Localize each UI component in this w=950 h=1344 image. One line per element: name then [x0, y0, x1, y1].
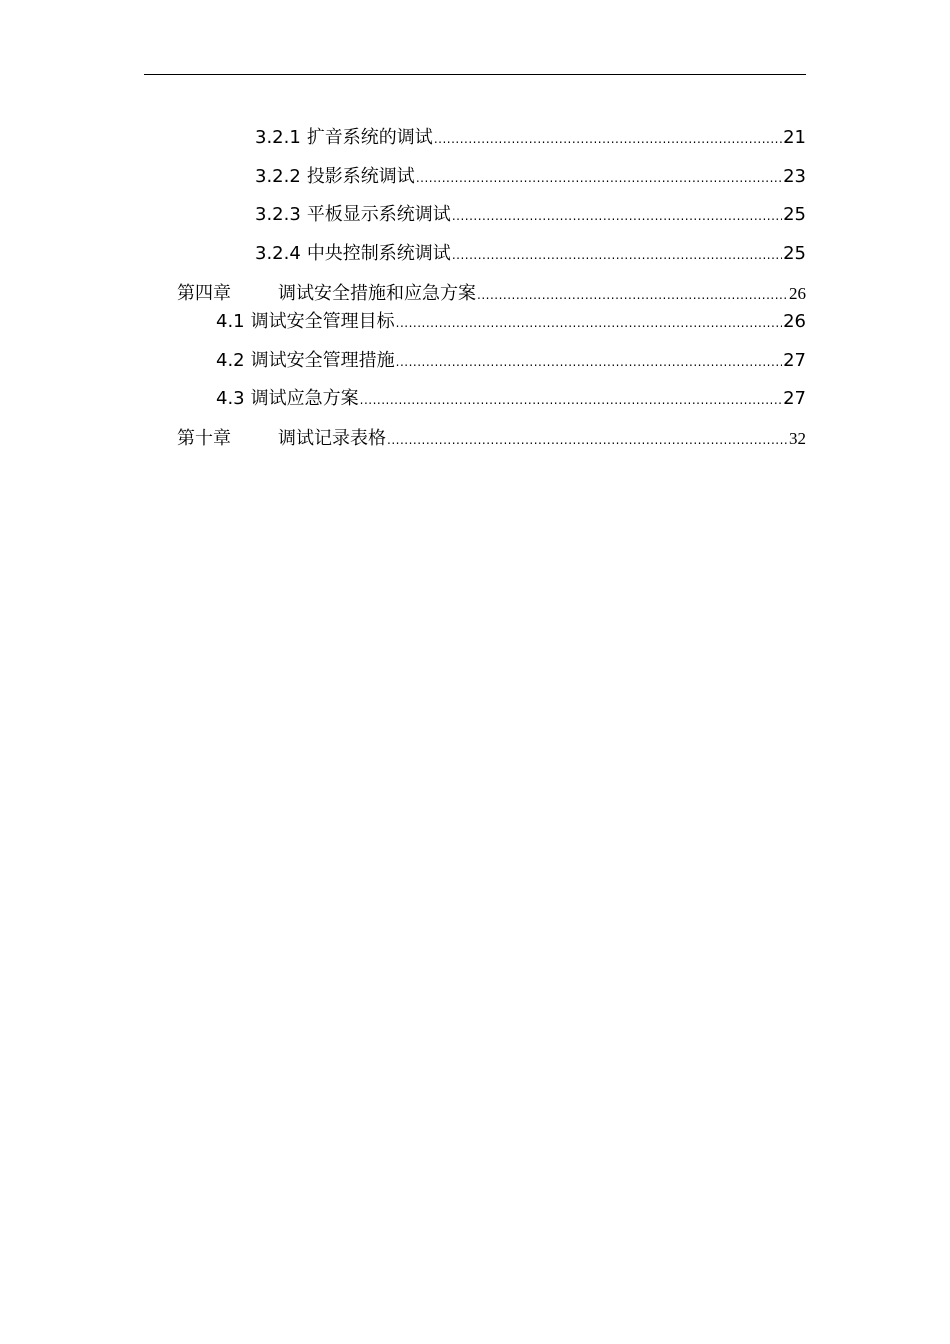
toc-entry-number: 4.2: [216, 350, 245, 371]
toc-entry-page: 26: [789, 284, 806, 303]
toc-entry-3-2-4[interactable]: [255, 241, 806, 267]
toc-entry-number: 第十章: [177, 428, 231, 449]
toc-entry-page: 23: [783, 166, 806, 187]
toc-entry-title: 扩音系统的调试: [306, 127, 433, 148]
toc-entry-3-2-3[interactable]: [255, 202, 806, 228]
toc-entry-page: 25: [783, 243, 806, 264]
toc-dot-leader: [477, 282, 788, 308]
toc-dot-leader: [416, 165, 782, 191]
toc-dot-leader: [360, 387, 782, 413]
toc-entry-number: 4.3: [216, 388, 245, 409]
toc-entry-number: 4.1: [216, 311, 245, 332]
toc-entry-page: 27: [783, 388, 806, 409]
toc-entry-4-3[interactable]: [216, 386, 806, 412]
toc-entry-title: 调试安全管理目标: [250, 311, 395, 332]
toc-entry-number: 3.2.1: [255, 127, 301, 148]
toc-entry-page: 25: [783, 204, 806, 225]
toc-entry-title: 平板显示系统调试: [306, 204, 451, 225]
toc-dot-leader: [434, 126, 782, 152]
header-rule: [144, 74, 806, 75]
toc-entry-title: 调试记录表格: [278, 428, 386, 449]
toc-entry-4-1[interactable]: [216, 309, 806, 335]
toc-entry-4-2[interactable]: [216, 348, 806, 374]
toc-entry-title: 投影系统调试: [306, 166, 415, 187]
toc-entry-title: 调试安全措施和应急方案: [278, 283, 476, 304]
toc-dot-leader: [387, 427, 788, 453]
toc-entry-title: 调试应急方案: [250, 388, 359, 409]
toc-entry-number: 3.2.4: [255, 243, 301, 264]
toc-entry-chapter-4[interactable]: [177, 281, 806, 307]
toc-entry-number: 3.2.3: [255, 204, 301, 225]
toc-entry-title: 中央控制系统调试: [306, 243, 451, 264]
toc-dot-leader: [396, 349, 782, 375]
toc-dot-leader: [452, 203, 782, 229]
toc-entry-chapter-10[interactable]: [177, 426, 806, 452]
toc-entry-3-2-1[interactable]: [255, 125, 806, 151]
toc-entry-page: 27: [783, 350, 806, 371]
toc-entry-3-2-2[interactable]: [255, 164, 806, 190]
toc-entry-number: 3.2.2: [255, 166, 301, 187]
toc-dot-leader: [452, 242, 782, 268]
toc-dot-leader: [396, 310, 782, 336]
toc-entry-page: 32: [789, 429, 806, 448]
toc-entry-number: 第四章: [177, 283, 231, 304]
toc-entry-page: 26: [783, 311, 806, 332]
toc-entry-page: 21: [783, 127, 806, 148]
toc-entry-title: 调试安全管理措施: [250, 350, 395, 371]
